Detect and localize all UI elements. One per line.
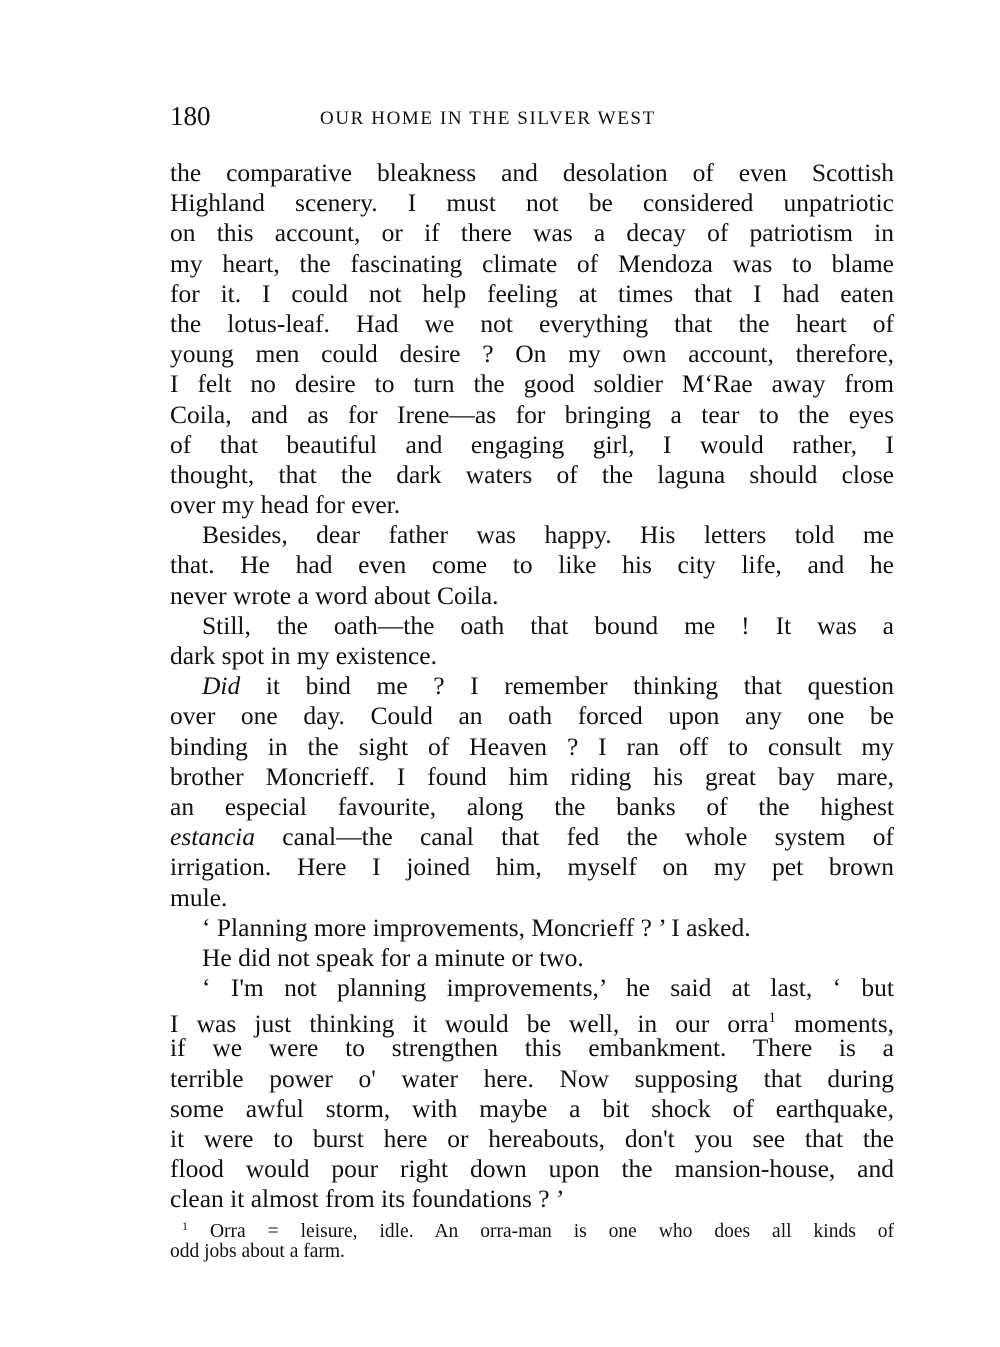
text-line [170, 671, 894, 701]
text-line: ‘ I'm not planning improvements,’ he said at last, ‘ but [202, 973, 894, 1003]
text-line: clean it almost from its foundations ? ’ [170, 1184, 565, 1214]
text-line: for it. I could not help feeling at times that I had eaten [170, 278, 894, 308]
text-line: Highland scenery. I must not be considered unpatriotic [170, 188, 894, 218]
text-line: flood would pour right down upon the mansion-house, and [170, 1154, 894, 1184]
text-line: some awful storm, with maybe a bit shock of earthquake, [170, 1093, 894, 1123]
footnote [170, 1214, 894, 1264]
footnote-text: Orra = leisure, idle. An orra-man is one who does all kinds of [188, 1221, 894, 1242]
footnote-reference[interactable]: 1 [768, 1010, 776, 1027]
text-line: I felt no desire to turn the good soldier M‘Rae away from [170, 369, 894, 399]
text-line: the comparative bleakness and desolation of even Scottish [170, 158, 894, 187]
italic-word-estancia: estancia [170, 822, 255, 852]
text-line: He did not speak for a minute or two. [202, 942, 584, 972]
text-line: if we were to strengthen this embankment. There is a [170, 1033, 894, 1063]
text-line [170, 822, 894, 852]
text-line-rest: canal—the canal that fed the whole system of [254, 822, 894, 852]
text-line-start: I was just thinking it would be well, in our orra [170, 1009, 769, 1039]
text-line [170, 1003, 895, 1039]
text-line: young men could desire ? On my own account, therefore, [170, 339, 894, 369]
text-line: that. He had even come to like his city life, and he [170, 550, 894, 580]
text-line: never wrote a word about Coila. [170, 580, 499, 610]
text-line: ‘ Planning more improvements, Moncrieff ? ’ I asked. [202, 912, 751, 942]
text-line: the lotus-leaf. Had we not everything that the heart of [170, 308, 894, 338]
text-line: over one day. Could an oath forced upon any one be [170, 701, 894, 731]
text-line-rest: it bind me ? I remember thinking that question [240, 671, 894, 701]
text-line: it were to burst here or hereabouts, don't you see that the [170, 1124, 894, 1153]
text-line: thought, that the dark waters of the laguna should close [170, 459, 894, 489]
text-line: brother Moncrieff. I found him riding his great bay mare, [170, 761, 894, 791]
text-line: an especial favourite, along the banks of the highest [170, 791, 894, 821]
page-header [170, 98, 900, 138]
text-line: Coila, and as for Irene—as for bringing a tear to the eyes [170, 399, 894, 429]
italic-word-did: Did [202, 671, 241, 701]
text-line: dark spot in my existence. [170, 641, 437, 670]
text-line: mule. [170, 882, 228, 912]
text-line: binding in the sight of Heaven ? I ran off to consult my [170, 731, 894, 761]
page-number: 180 [170, 101, 211, 131]
text-line: on this account, or if there was a decay of patriotism in [170, 218, 894, 248]
text-line: over my head for ever. [170, 490, 401, 520]
text-line-rest: moments, [776, 1009, 895, 1039]
text-line: terrible power o' water here. Now supposing that during [170, 1063, 894, 1093]
text-line: of that beautiful and engaging girl, I would rather, I [170, 429, 894, 459]
running-title: OUR HOME IN THE SILVER WEST [320, 108, 656, 129]
text-line: Still, the oath—the oath that bound me ! It was a [202, 610, 894, 640]
text-line: irrigation. Here I joined him, myself on my pet brown [170, 852, 894, 882]
footnote-line [170, 1214, 894, 1242]
body-text [170, 158, 894, 1215]
footnote-line: odd jobs about a farm. [170, 1241, 345, 1262]
text-line: my heart, the fascinating climate of Mendoza was to blame [170, 248, 894, 278]
text-line: Besides, dear father was happy. His letters told me [202, 520, 894, 550]
footnote-marker: 1 [182, 1219, 188, 1233]
